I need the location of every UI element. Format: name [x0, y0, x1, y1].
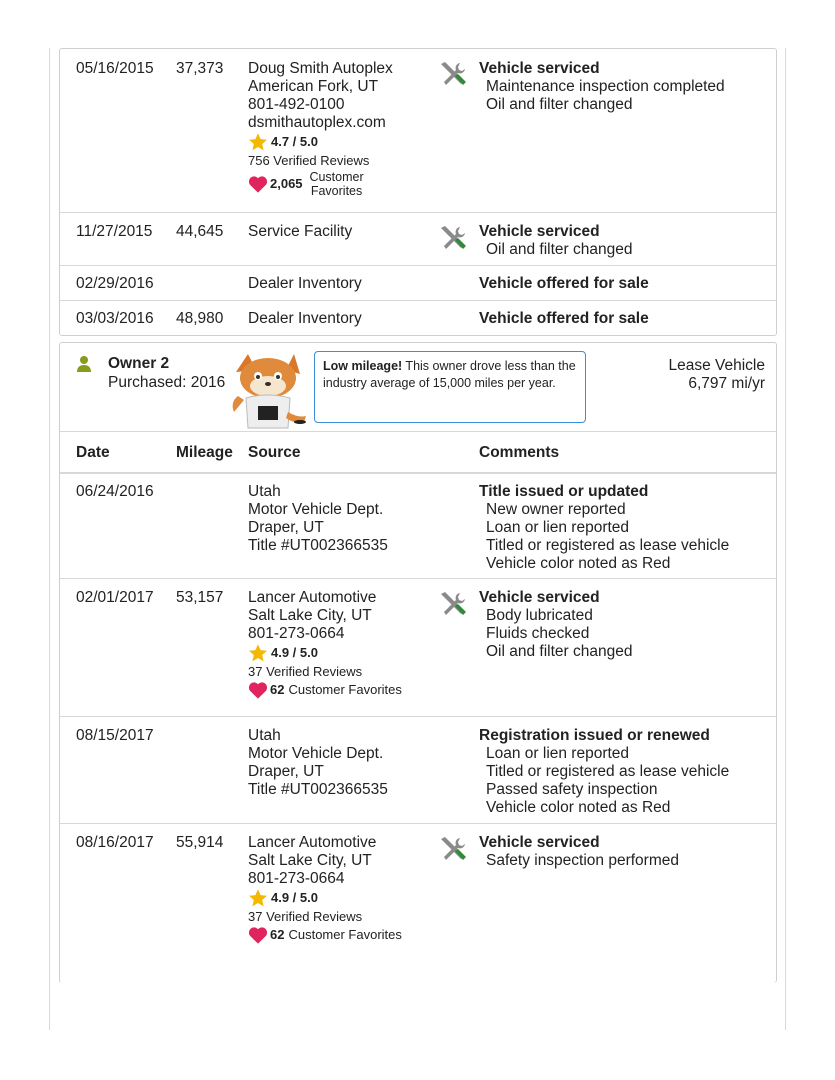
record-comments — [479, 60, 774, 114]
record-source — [248, 60, 433, 198]
comment-detail: Vehicle color noted as Red — [486, 555, 671, 572]
comment-detail: Oil and filter changed — [486, 96, 633, 113]
star-icon — [248, 132, 268, 152]
record-mileage: 44,645 — [176, 223, 224, 240]
record-source — [248, 727, 433, 799]
record-comments — [479, 589, 774, 661]
record-mileage: 37,373 — [176, 60, 224, 77]
source-name[interactable]: Lancer Automotive — [248, 589, 377, 606]
comment-head: Registration issued or renewed — [479, 727, 710, 744]
owner-header — [60, 343, 776, 432]
heart-icon — [248, 926, 268, 944]
comment-head: Title issued or updated — [479, 483, 649, 500]
rating-value: 4.7 / 5.0 — [271, 134, 318, 149]
record-date: 08/16/2017 — [76, 834, 154, 851]
frame-right-border — [785, 48, 786, 1030]
record-source: Dealer Inventory — [248, 275, 362, 292]
record-date: 02/29/2016 — [76, 275, 154, 292]
favorites-count: 62 — [270, 682, 285, 697]
source-line: Draper, UT — [248, 519, 324, 536]
record-date: 11/27/2015 — [76, 223, 153, 240]
record-mileage: 53,157 — [176, 589, 224, 606]
table-row — [60, 823, 776, 962]
record-source — [248, 483, 433, 555]
record-mileage: 48,980 — [176, 310, 224, 327]
table-row — [60, 300, 776, 335]
record-comments — [479, 834, 774, 870]
header-comments[interactable]: Comments — [479, 444, 560, 461]
comment-head: Vehicle serviced — [479, 834, 600, 851]
callout-text: This owner drove less than the industry average of 15,000 miles per year. — [323, 359, 576, 390]
favorites-label: Customer Favorites — [288, 682, 402, 697]
record-source: Dealer Inventory — [248, 310, 362, 327]
callout-bold: Low mileage! — [323, 359, 403, 373]
comment-detail: Safety inspection performed — [486, 852, 679, 869]
wrench-screwdriver-icon — [438, 223, 468, 253]
table-header — [60, 432, 776, 474]
table-row — [60, 578, 776, 717]
source-line: Motor Vehicle Dept. — [248, 745, 384, 762]
header-source[interactable]: Source — [248, 444, 301, 461]
record-date: 02/01/2017 — [76, 589, 154, 606]
comment-head: Vehicle offered for sale — [479, 275, 649, 292]
record-source: Service Facility — [248, 223, 353, 240]
favorites-label: Customer Favorites — [288, 927, 402, 942]
comment-detail: Vehicle color noted as Red — [486, 799, 671, 816]
comment-detail: Passed safety inspection — [486, 781, 658, 798]
favorites-count: 2,065 — [270, 176, 303, 191]
source-line: Title #UT002366535 — [248, 781, 388, 798]
comment-head: Vehicle offered for sale — [479, 310, 649, 327]
source-location: Salt Lake City, UT — [248, 852, 372, 869]
comment-detail: Maintenance inspection completed — [486, 78, 725, 95]
owner1-history-box — [59, 48, 777, 336]
record-source — [248, 589, 433, 699]
comment-detail: Oil and filter changed — [486, 643, 633, 660]
source-line: Utah — [248, 483, 281, 500]
person-icon — [76, 355, 92, 373]
comment-detail: Titled or registered as lease vehicle — [486, 537, 730, 554]
carfox-mascot-icon — [228, 352, 306, 429]
favorites-count: 62 — [270, 927, 285, 942]
record-date: 03/03/2016 — [76, 310, 154, 327]
comment-detail: Body lubricated — [486, 607, 593, 624]
lease-type: Lease Vehicle — [668, 357, 765, 374]
source-line: Motor Vehicle Dept. — [248, 501, 384, 518]
comment-head: Vehicle serviced — [479, 60, 600, 77]
lease-info — [668, 357, 765, 393]
comment-detail: Oil and filter changed — [486, 241, 633, 258]
verified-reviews[interactable]: 37 Verified Reviews — [248, 909, 363, 924]
record-date: 08/15/2017 — [76, 727, 154, 744]
frame-left-border — [49, 48, 50, 1030]
source-phone[interactable]: 801-273-0664 — [248, 625, 345, 642]
source-rating — [248, 643, 433, 663]
record-comments — [479, 727, 774, 817]
table-row — [60, 49, 776, 212]
customer-favorites — [248, 926, 433, 944]
source-rating — [248, 888, 433, 908]
record-source — [248, 834, 433, 944]
comment-detail: New owner reported — [486, 501, 626, 518]
rating-value: 4.9 / 5.0 — [271, 890, 318, 905]
wrench-screwdriver-icon — [438, 834, 468, 864]
heart-icon — [248, 681, 268, 699]
wrench-screwdriver-icon — [438, 59, 468, 89]
source-name[interactable]: Lancer Automotive — [248, 834, 377, 851]
source-phone[interactable]: 801-273-0664 — [248, 870, 345, 887]
comment-head: Vehicle serviced — [479, 223, 600, 240]
table-row — [60, 472, 776, 579]
favorites-label: Customer Favorites — [309, 170, 364, 198]
comment-detail: Titled or registered as lease vehicle — [486, 763, 730, 780]
source-line: Utah — [248, 727, 281, 744]
source-location: Salt Lake City, UT — [248, 607, 372, 624]
comment-detail: Loan or lien reported — [486, 745, 630, 762]
source-name[interactable]: Doug Smith Autoplex — [248, 60, 393, 77]
rating-value: 4.9 / 5.0 — [271, 645, 318, 660]
source-website[interactable]: dsmithautoplex.com — [248, 114, 386, 131]
table-row — [60, 265, 776, 300]
comment-detail: Loan or lien reported — [486, 519, 630, 536]
source-line: Title #UT002366535 — [248, 537, 388, 554]
record-comments — [479, 275, 774, 293]
source-phone[interactable]: 801-492-0100 — [248, 96, 345, 113]
low-mileage-callout — [314, 351, 586, 423]
source-location: American Fork, UT — [248, 78, 379, 95]
header-mileage[interactable]: Mileage — [176, 444, 233, 461]
heart-icon — [248, 175, 268, 193]
source-rating — [248, 132, 433, 152]
header-date[interactable]: Date — [76, 444, 110, 461]
owner-title: Owner 2 — [108, 355, 170, 372]
customer-favorites — [248, 170, 433, 198]
verified-reviews[interactable]: 37 Verified Reviews — [248, 664, 363, 679]
table-row — [60, 212, 776, 265]
record-comments — [479, 310, 774, 328]
owner-purchased: Purchased: 2016 — [108, 374, 226, 391]
record-date: 06/24/2016 — [76, 483, 154, 500]
record-mileage: 55,914 — [176, 834, 224, 851]
table-row — [60, 716, 776, 824]
comment-head: Vehicle serviced — [479, 589, 600, 606]
lease-rate: 6,797 mi/yr — [688, 375, 765, 392]
comment-detail: Fluids checked — [486, 625, 590, 642]
source-line: Draper, UT — [248, 763, 324, 780]
owner2-history-box — [59, 342, 777, 983]
star-icon — [248, 888, 268, 908]
record-comments — [479, 483, 774, 573]
record-date: 05/16/2015 — [76, 60, 154, 77]
record-comments — [479, 223, 774, 259]
star-icon — [248, 643, 268, 663]
wrench-screwdriver-icon — [438, 589, 468, 619]
customer-favorites — [248, 681, 433, 699]
verified-reviews[interactable]: 756 Verified Reviews — [248, 153, 370, 168]
